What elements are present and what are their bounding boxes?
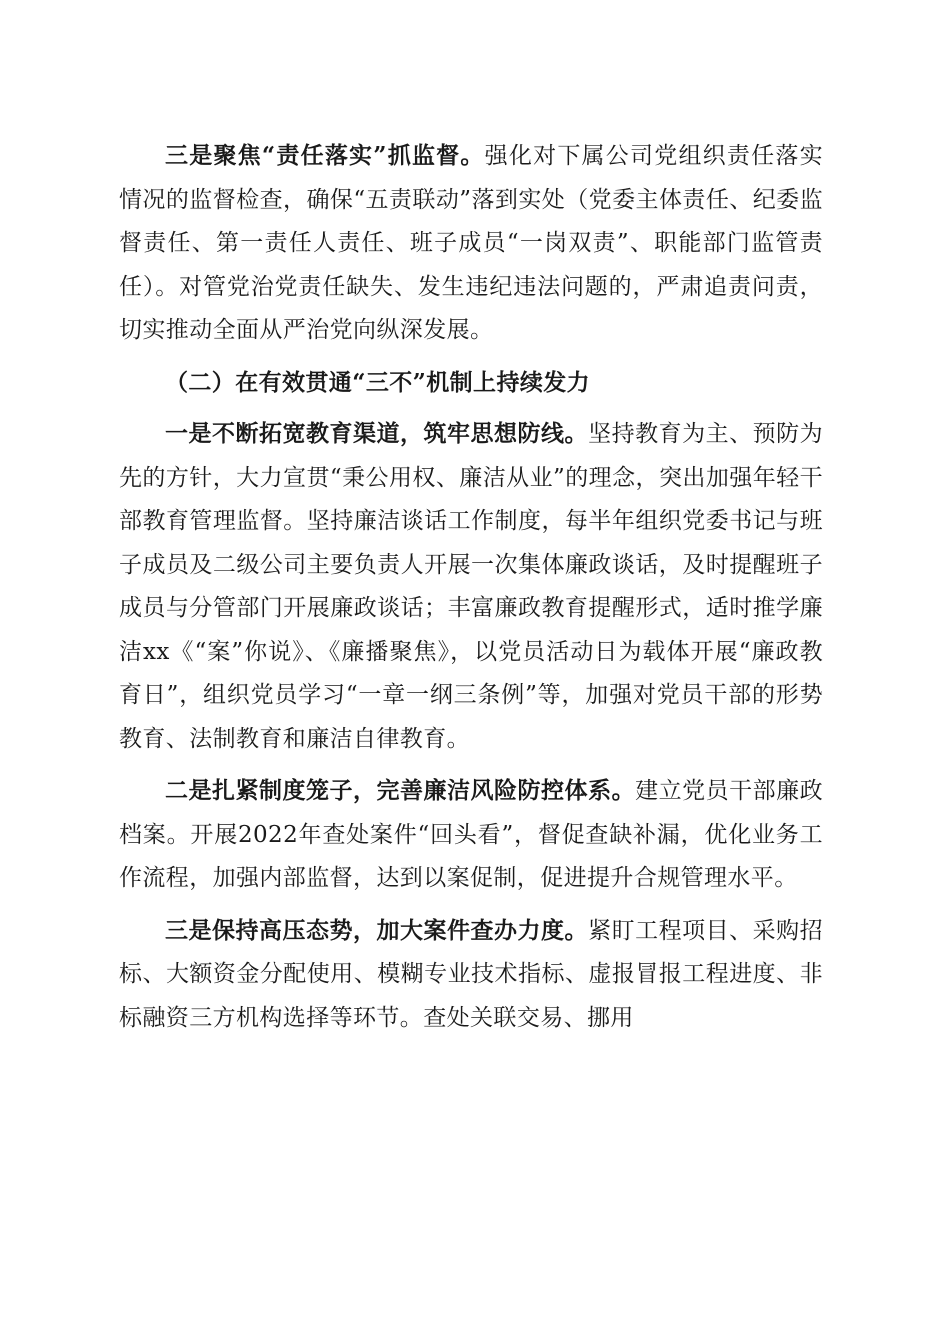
paragraph-text: 坚持教育为主、预防为先的方针，大力宣贯“秉公用权、廉洁从业”的理念，突出加强年轻干部教育管理监督。坚持廉洁谈话工作制度，每半年组织党委书记与班子成员及二级公司主要负责人开展一次集体廉政谈话，及时提醒班子成员与分管部门开展廉政谈话；丰富廉政教育提醒形式，适时推学廉洁xx《“案”你说》、《廉播聚焦》，以党员活动日为载体开展“廉政教育日”，组织党员学习“一章一纲三条例”等，加强对党员干部的形势教育、法制教育和廉洁自律教育。 <box>119 421 824 752</box>
paragraph-text: 紧盯工程项目、采购招标、大额资金分配使用、模糊专业技术指标、虚报冒报工程进度、非标融资三方机构选择等环节。查处关联交易、挪用 <box>119 917 824 1031</box>
paragraph-lead: 二是扎紧制度笼子，完善廉洁风险防控体系。 <box>165 777 636 804</box>
paragraph-lead: 三是保持高压态势，加大案件查办力度。 <box>165 916 589 944</box>
paragraph-lead: 三是聚焦“责任落实”抓监督。 <box>165 142 485 169</box>
paragraph-education-channels <box>119 412 823 761</box>
paragraph-text: 建立党员干部廉政档案。开展2022年查处案件“回头看”，督促查缺补漏，优化业务工作流程，加强内部监督，达到以案促制，促进提升合规管理水平。 <box>119 778 824 891</box>
section-heading: （二）在有效贯通“三不”机制上持续发力 <box>165 368 591 396</box>
paragraph-text: 强化对下属公司党组织责任落实情况的监督检查，确保“五责联动”落到实处（党委主体责任、纪委监督责任、第一责任人责任、班子成员“一岗双责”、职能部门监管责任）。对管党治党责任缺失、发生违纪违法问题的，严肃追责问责，切实推动全面从严治党向纵深发展。 <box>119 143 823 343</box>
paragraph-high-pressure <box>119 909 823 1041</box>
paragraph-system-cage <box>119 769 823 901</box>
paragraph-responsibility-supervision <box>119 134 823 353</box>
document-body <box>119 134 823 1048</box>
paragraph-lead: 一是不断拓宽教育渠道，筑牢思想防线。 <box>165 420 589 447</box>
